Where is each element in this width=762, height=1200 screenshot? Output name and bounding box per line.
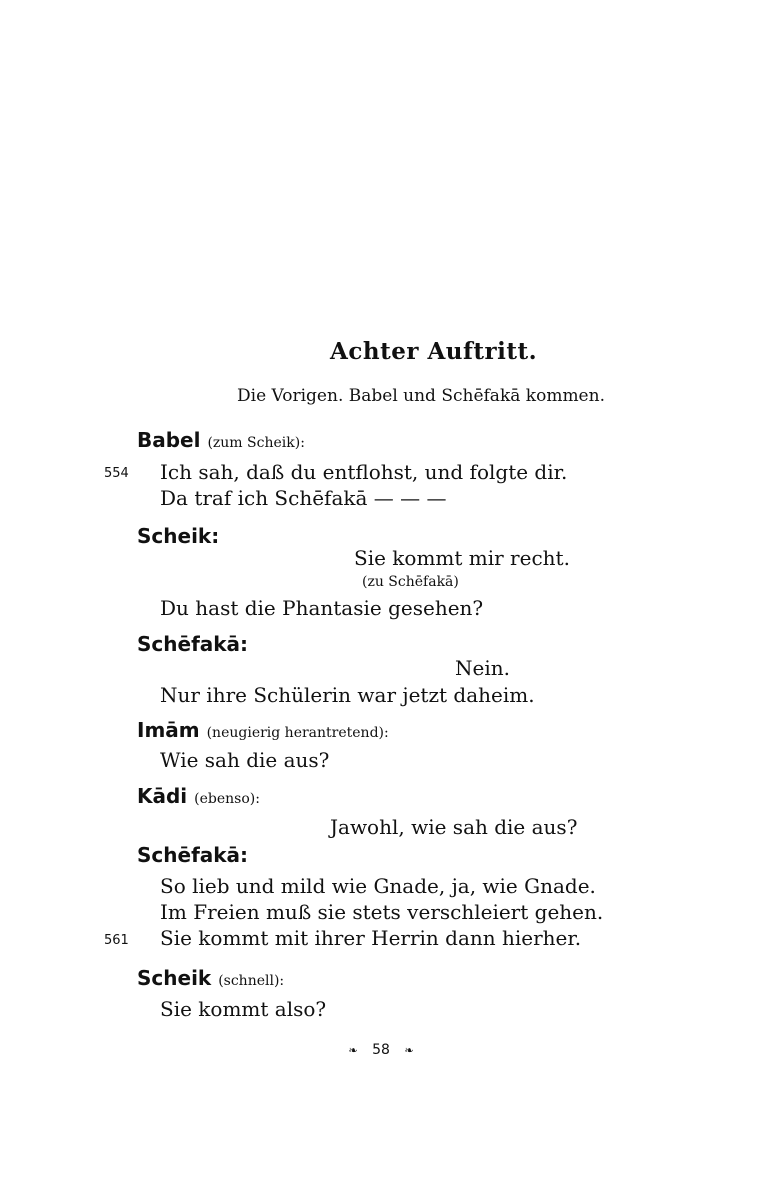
speaker-schefaka [137, 843, 248, 867]
speaker-name: Schēfakā: [137, 632, 249, 656]
verse-line: Da traf ich Schēfakā — — — [160, 486, 447, 510]
verse-line: Sie kommt mit ihrer Herrin dann hierher. [160, 926, 582, 950]
verse-line: Ich sah, daß du entflohst, und folgte dir. [160, 460, 568, 484]
verse-line: Im Freien muß sie stets verschleiert gehen. [160, 900, 604, 924]
verse-line: Wie sah die aus? [160, 748, 330, 772]
speaker-name: Babel [137, 428, 201, 452]
scene-title: Achter Auftritt. [330, 338, 538, 365]
line-number: 561 [104, 933, 129, 948]
speaker-name: Schēfakā: [137, 843, 249, 867]
verse-line: Sie kommt mir recht. [354, 546, 570, 570]
verse-line: Sie kommt also? [160, 997, 327, 1021]
speaker-direction: (ebenso): [194, 791, 260, 807]
speaker-name: Kādi [137, 784, 188, 808]
verse-line: Nur ihre Schülerin war jetzt daheim. [160, 683, 535, 707]
stage-direction: Die Vorigen. Babel und Schēfakā kommen. [237, 386, 605, 406]
speaker-scheik [137, 524, 219, 548]
speaker-babel [137, 428, 305, 452]
line-number: 554 [104, 466, 129, 481]
ornament-icon: ❧ [404, 1044, 414, 1057]
ornament-icon: ❧ [348, 1044, 358, 1057]
speaker-name: Scheik: [137, 524, 220, 548]
speaker-kadi [137, 784, 260, 808]
speaker-name: Scheik [137, 966, 212, 990]
speaker-schefaka [137, 632, 248, 656]
speaker-direction: (schnell): [218, 973, 285, 989]
stage-direction-inline: (zu Schēfakā) [362, 574, 459, 590]
speaker-name: Imām [137, 718, 200, 742]
page-number [0, 1042, 762, 1058]
verse-line: So lieb und mild wie Gnade, ja, wie Gnade. [160, 874, 596, 898]
speaker-direction: (zum Scheik): [207, 435, 305, 451]
verse-line: Nein. [455, 656, 510, 680]
speaker-direction: (neugierig herantretend): [206, 725, 389, 741]
page-number-value: 58 [372, 1042, 390, 1058]
verse-line: Jawohl, wie sah die aus? [330, 815, 578, 839]
speaker-scheik [137, 966, 284, 990]
verse-line: Du hast die Phantasie gesehen? [160, 596, 484, 620]
speaker-imam [137, 718, 389, 742]
